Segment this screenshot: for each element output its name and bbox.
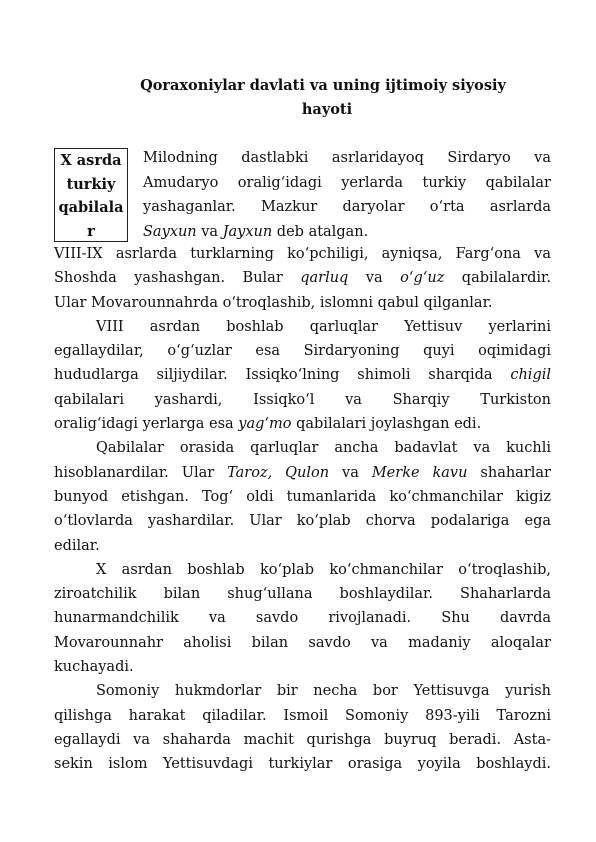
text-line (54, 412, 551, 436)
text-line: Ular Movarounnahrda o‘troqlashib, islomni qabul qilganlar. (54, 294, 493, 311)
term-qarluq: qarluq (300, 270, 349, 287)
page-title (0, 74, 596, 122)
term-oguz: o‘g‘uz (400, 270, 445, 287)
text-run: qabilalardir. (444, 270, 551, 287)
text-line (54, 363, 551, 387)
margin-note-box (54, 148, 128, 242)
text-run: va (329, 464, 372, 481)
text-line: yashaganlar. Mazkur daryolar o‘rta asrlarda (143, 199, 551, 215)
text-run: qabilalari joylashgan edi. (291, 416, 482, 433)
text-line (54, 461, 551, 485)
text-run: va (348, 270, 401, 287)
text-run: hududlarga siljiydilar. Issiqko‘lning shimoli sharqida (54, 367, 511, 384)
intro-paragraph (143, 146, 551, 244)
term-yagmo: yag‘mo (238, 416, 292, 433)
term-merke: Merke kavu (371, 464, 468, 481)
margin-note-line: turkiy (66, 175, 116, 193)
text-line (54, 266, 551, 290)
margin-note-line: r (87, 222, 95, 240)
title-line-1: Qoraxoniylar davlati va uning ijtimoiy siyosiy (140, 77, 506, 94)
text-line: egallaydilar, o‘g‘uzlar esa Sirdaryoning quyi oqimidagi (54, 343, 551, 360)
text-line: qabilalari yashardi, Issiqko‘l va Sharqiy Turkiston (54, 391, 551, 408)
term-chigil: chigil (510, 367, 551, 384)
term-cities: Taroz, Qulon (227, 464, 330, 481)
term-sayxun: Sayxun (143, 223, 197, 240)
text-line: egallaydi va shaharda machit qurishga buyruq beradi. Asta- (54, 731, 551, 748)
margin-note-line: X asrda (60, 152, 122, 169)
text-line: hunarmandchilik va savdo rivojlanadi. Shu davrda (54, 610, 551, 627)
text-run: va (196, 223, 223, 240)
text-line: edilar. (54, 537, 100, 554)
text-line: sekin islom Yettisuvdagi turkiylar orasiga yoyila boshlaydi. (54, 756, 551, 773)
text-line: Amudaryo oralig‘idagi yerlarda turkiy qabilalar (143, 174, 551, 191)
text-run: deb atalgan. (272, 223, 369, 240)
text-line: qilishga harakat qiladilar. Ismoil Somoniy 893-yili Tarozni (54, 707, 551, 724)
text-line: Milodning dastlabki asrlaridayoq Sirdaryo va (143, 150, 551, 166)
text-line: X asrdan boshlab ko‘plab ko‘chmanchilar o‘troqlashib, (96, 561, 551, 578)
text-line: bunyod etishgan. Tog‘ oldi tumanlarida ko‘chmanchilar kigiz (54, 488, 551, 505)
body-text (54, 242, 551, 777)
text-run: oralig‘idagi yerlarga esa (54, 416, 239, 433)
text-run: Shoshda yashashgan. Bular (54, 270, 301, 287)
text-line: VIII asrdan boshlab qarluqlar Yettisuv yerlarini (96, 318, 551, 335)
text-line: VIII-IX asrlarda turklarning ko‘pchiligi, ayniqsa, Farg‘ona va (54, 246, 551, 262)
margin-note-line: qabilala (58, 199, 124, 216)
text-run: shaharlar (467, 464, 551, 481)
term-jayxun: Jayxun (222, 223, 273, 240)
text-line: Qabilalar orasida qarluqlar ancha badavlat va kuchli (96, 440, 551, 457)
title-line-2: hayoti (301, 101, 353, 118)
text-line: ziroatchilik bilan shug‘ullana boshlaydilar. Shaharlarda (54, 586, 551, 603)
text-line (143, 220, 551, 245)
text-line: Somoniy hukmdorlar bir necha bor Yettisuvga yurish (96, 683, 551, 700)
text-line: Movarounnahr aholisi bilan savdo va madaniy aloqalar (54, 634, 551, 651)
text-line: o‘tlovlarda yashardilar. Ular ko‘plab chorva podalariga ega (54, 513, 551, 530)
text-run: hisoblanardilar. Ular (54, 464, 228, 481)
text-line: kuchayadi. (54, 659, 134, 676)
